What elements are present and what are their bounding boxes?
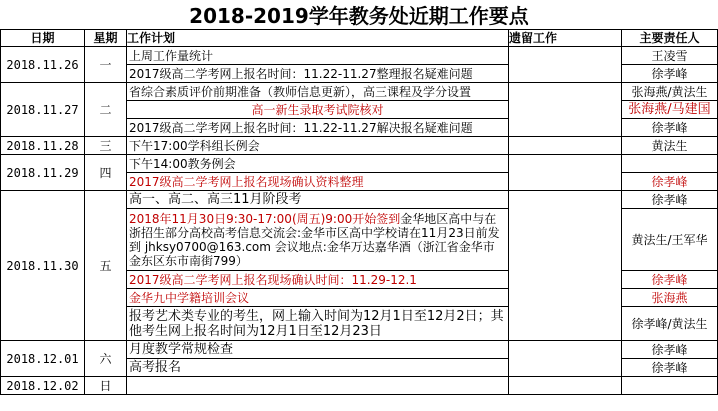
plan-cell: 高一、高二、高三11月阶段考 (127, 191, 509, 209)
leftover-cell (509, 377, 622, 395)
responsible-cell: 徐孝峰 (622, 191, 718, 209)
date-cell: 2018.11.28 (1, 137, 85, 155)
date-cell: 2018.11.26 (1, 47, 85, 83)
plan-cell: 报考艺术类专业的考生，网上输入时间为12月1日至12月2日；其他考生网上报名时间为12月1日至12月23日 (127, 307, 509, 341)
responsible-cell: 徐孝峰 (622, 173, 718, 191)
meeting-detail-text: 金华地区高中与在浙招生部分高校高考信息交流会:金华市区高中学校请在11月23日前发到 jhksy0700@163.com 会议地点:金华万达嘉华酒（浙江省金华市金东区东市南街799） (129, 211, 500, 268)
leftover-cell (509, 191, 622, 341)
plan-cell: 下午14:00教务例会 (127, 155, 509, 173)
responsible-cell: 徐孝峰 (622, 119, 718, 137)
leftover-cell (509, 155, 622, 191)
responsible-cell: 黄法生 (622, 137, 718, 155)
plan-cell: 2017级高二学考网上报名现场确认时间：11.29-12.1 (127, 271, 509, 289)
responsible-cell: 徐孝峰 (622, 359, 718, 377)
table-row (1, 155, 718, 173)
table-row (1, 377, 718, 395)
header-row (1, 30, 718, 47)
plan-cell: 2017级高二学考网上报名时间：11.22-11.27解决报名疑难问题 (127, 119, 509, 137)
plan-cell: 2017级高二学考网上报名现场确认资料整理 (127, 173, 509, 191)
responsible-cell: 张海燕 (622, 289, 718, 307)
weekday-cell: 六 (85, 341, 127, 377)
weekday-cell: 五 (85, 191, 127, 341)
header-leftover: 遗留工作 (509, 30, 622, 47)
meeting-time-text: 2018年11月30日9:30-17:00(周五)9:00开始签到 (129, 211, 401, 226)
weekday-cell: 二 (85, 83, 127, 137)
date-cell: 2018.11.30 (1, 191, 85, 341)
responsible-cell: 徐孝峰 (622, 341, 718, 359)
weekday-cell: 日 (85, 377, 127, 395)
responsible-cell (622, 155, 718, 173)
plan-cell (127, 209, 509, 271)
weekday-cell: 一 (85, 47, 127, 83)
schedule-table (0, 29, 718, 395)
plan-cell: 上周工作量统计 (127, 47, 509, 65)
leftover-cell (509, 83, 622, 137)
plan-cell: 下午17:00学科组长例会 (127, 137, 509, 155)
responsible-cell: 黄法生/王军华 (622, 209, 718, 271)
plan-cell: 高考报名 (127, 359, 509, 377)
document-title: 2018-2019学年教务处近期工作要点 (189, 4, 529, 28)
table-row (1, 47, 718, 65)
responsible-cell: 张海燕/黄法生 (622, 83, 718, 101)
responsible-cell: 王凌雪 (622, 47, 718, 65)
leftover-cell (509, 47, 622, 83)
table-row (1, 83, 718, 101)
responsible-cell: 张海燕/马建国 (622, 101, 718, 119)
date-cell: 2018.11.29 (1, 155, 85, 191)
plan-cell: 高一新生录取考试院核对 (127, 101, 509, 119)
table-row (1, 137, 718, 155)
header-responsible: 主要责任人 (622, 30, 718, 47)
plan-cell: 省综合素质评价前期准备（教师信息更新），高三课程及学分设置 (127, 83, 509, 101)
header-weekday: 星期 (85, 30, 127, 47)
date-cell: 2018.12.02 (1, 377, 85, 395)
plan-cell: 金华九中学籍培训会议 (127, 289, 509, 307)
table-row (1, 341, 718, 359)
date-cell: 2018.11.27 (1, 83, 85, 137)
plan-cell (127, 377, 509, 395)
weekday-cell: 三 (85, 137, 127, 155)
responsible-cell: 徐孝峰 (622, 271, 718, 289)
leftover-cell (509, 341, 622, 377)
date-cell: 2018.12.01 (1, 341, 85, 377)
responsible-cell (622, 377, 718, 395)
header-date: 日期 (1, 30, 85, 47)
table-row (1, 191, 718, 209)
responsible-cell: 徐孝峰 (622, 65, 718, 83)
responsible-cell: 徐孝峰/黄法生 (622, 307, 718, 341)
weekday-cell: 四 (85, 155, 127, 191)
plan-cell: 月度教学常规检查 (127, 341, 509, 359)
header-plan: 工作计划 (127, 30, 509, 47)
plan-cell: 2017级高二学考网上报名时间：11.22-11.27整理报名疑难问题 (127, 65, 509, 83)
leftover-cell (509, 137, 622, 155)
